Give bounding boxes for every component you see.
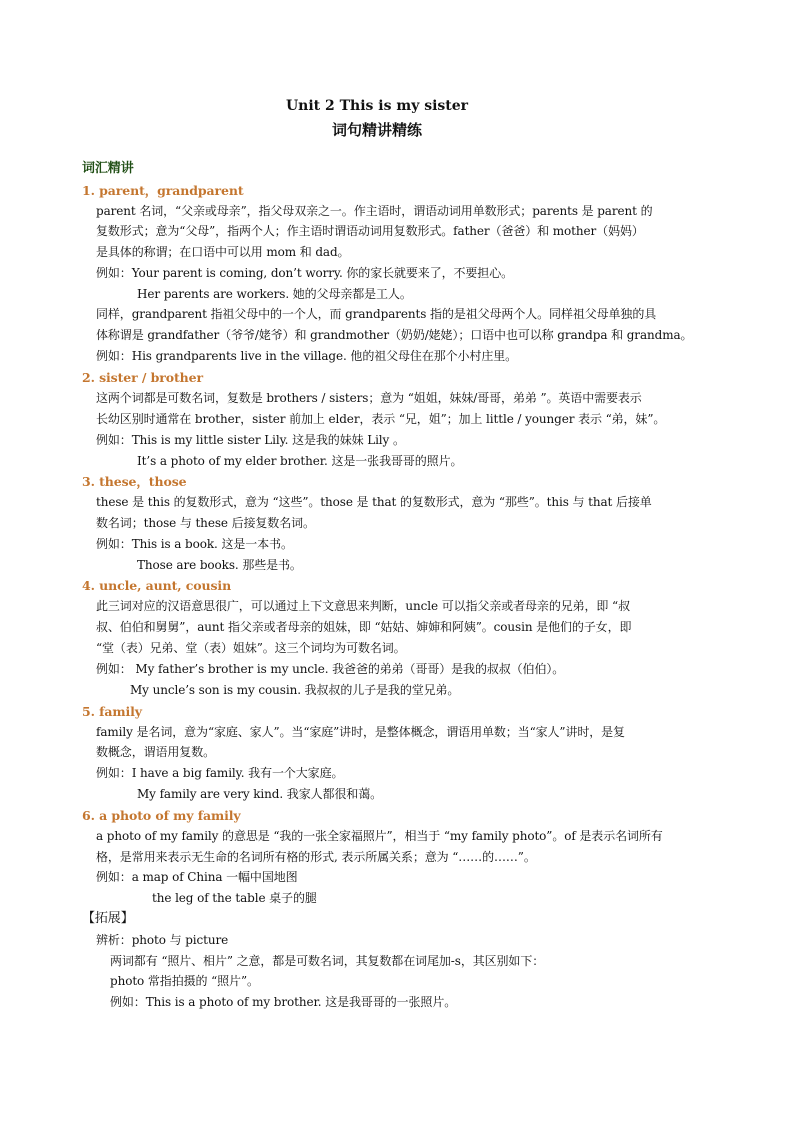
- example-text: It’s a photo of my elder brother. 这是一张我哥哥的照片。: [137, 454, 463, 468]
- example-text: 例如：His grandparents live in the village. 他的祖父母住在那个小村庄里。: [96, 349, 518, 363]
- body-text: “堂（表）兄弟、堂（表）姐妹”。这三个词均为可数名词。: [96, 641, 406, 655]
- item-heading: 2. sister / brother: [82, 370, 203, 385]
- example-text: Her parents are workers. 她的父母亲都是工人。: [137, 287, 412, 301]
- body-text: 数概念，谓语用复数。: [96, 745, 216, 759]
- page-subtitle: 词句精讲精练: [331, 121, 422, 139]
- extension-label: 【拓展】: [82, 911, 134, 926]
- body-text: 叔、伯伯和舅舅”，aunt 指父亲或者母亲的姐妹，即 “姑姑、婶婶和阿姨”。cousin 是他们的子女，即: [96, 620, 632, 634]
- body-text: 两词都有 “照片、相片” 之意，都是可数名词，其复数都在词尾加-s，其区别如下：: [110, 954, 545, 968]
- body-text: photo 常指拍摄的 “照片”。: [110, 974, 259, 988]
- body-text: these 是 this 的复数形式，意为 “这些”。those 是 that 的复数形式，意为 “那些”。this 与 that 后接单: [96, 495, 652, 509]
- body-text: 格，是常用来表示无生命的名词所有格的形式, 表示所属关系；意为 “……的……”。: [96, 850, 536, 864]
- body-text: 同样，grandparent 指祖父母中的一个人，而 grandparents 指的是祖父母两个人。同样祖父母单独的具: [96, 307, 657, 321]
- example-text: 例如：Your parent is coming, don’t worry. 你的家长就要来了，不要担心。: [96, 266, 514, 280]
- body-text: 辨析：photo 与 picture: [96, 933, 229, 947]
- page-title: Unit 2 This is my sister: [285, 98, 469, 114]
- body-text: 此三词对应的汉语意思很广，可以通过上下文意思来判断，uncle 可以指父亲或者母亲的兄弟，即 “叔: [96, 599, 630, 613]
- item-heading: 3. these，those: [82, 474, 187, 489]
- example-text: 例如：This is a book. 这是一本书。: [96, 537, 293, 551]
- section-heading-vocab: 词汇精讲: [82, 161, 134, 176]
- item-heading: 5. family: [82, 704, 142, 719]
- body-text: 长幼区别时通常在 brother，sister 前加上 elder，表示 “兄，姐”；加上 little / younger 表示 “弟，妹”。: [96, 412, 666, 426]
- body-text: 这两个词都是可数名词，复数是 brothers / sisters；意为 “姐姐，妹妹/哥哥，弟弟 ”。英语中需要表示: [96, 391, 642, 405]
- example-text: the leg of the table 桌子的腿: [152, 891, 317, 905]
- example-text: My family are very kind. 我家人都很和蔼。: [137, 787, 382, 801]
- body-text: a photo of my family 的意思是 “我的一张全家福照片”，相当于 “my family photo”。of 是表示名词所有: [96, 829, 663, 843]
- example-text: 例如：a map of China 一幅中国地图: [96, 870, 298, 884]
- example-text: 例如：This is my little sister Lily. 这是我的妹妹 Lily 。: [96, 433, 405, 447]
- example-text: 例如： My father’s brother is my uncle. 我爸爸的弟弟（哥哥）是我的叔叔（伯伯）。: [96, 662, 565, 676]
- body-text: 是具体的称谓；在口语中可以用 mom 和 dad。: [96, 245, 350, 259]
- item-heading: 4. uncle, aunt, cousin: [82, 578, 232, 593]
- example-text: 例如：I have a big family. 我有一个大家庭。: [96, 766, 344, 780]
- body-text: family 是名词，意为“家庭、家人”。当“家庭”讲时，是整体概念，谓语用单数；当“家人”讲时，是复: [96, 725, 625, 739]
- body-text: 体称谓是 grandfather（爷爷/姥爷）和 grandmother（奶奶/姥姥）；口语中也可以称 grandpa 和 grandma。: [96, 328, 693, 342]
- item-heading: 6. a photo of my family: [82, 808, 241, 823]
- example-text: My uncle’s son is my cousin. 我叔叔的儿子是我的堂兄弟。: [130, 683, 460, 697]
- body-text: 复数形式；意为“父母”，指两个人；作主语时谓语动词用复数形式。father（爸爸）和 mother（妈妈）: [96, 224, 644, 238]
- body-text: 数名词；those 与 these 后接复数名词。: [96, 516, 315, 530]
- item-heading: 1. parent，grandparent: [82, 183, 244, 198]
- example-text: 例如：This is a photo of my brother. 这是我哥哥的一张照片。: [110, 995, 457, 1009]
- body-text: parent 名词，“父亲或母亲”，指父母双亲之一。作主语时，谓语动词用单数形式；parents 是 parent 的: [96, 204, 653, 218]
- example-text: Those are books. 那些是书。: [137, 558, 302, 572]
